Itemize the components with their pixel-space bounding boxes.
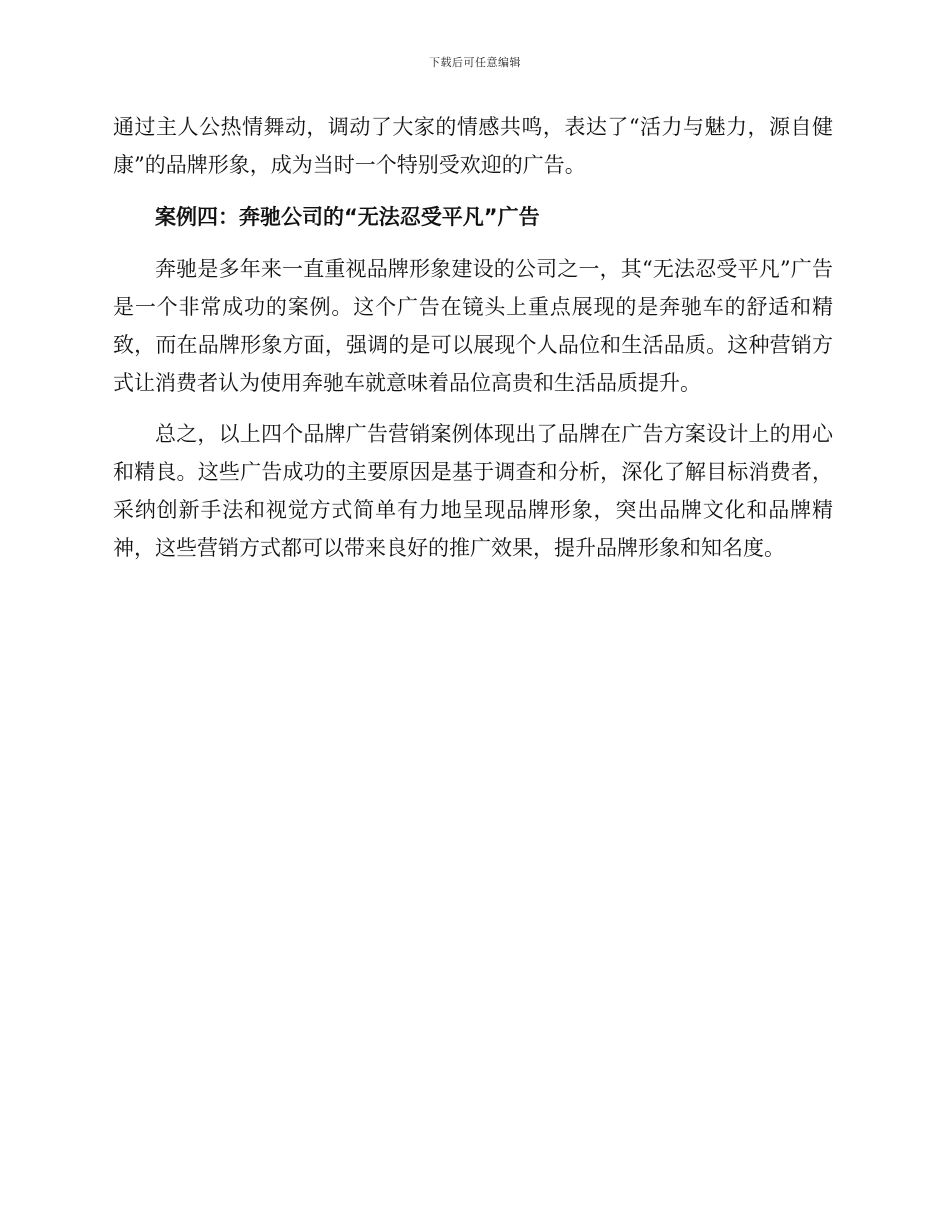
page-header: 下载后可任意编辑: [429, 56, 521, 69]
paragraph-summary: 总之，以上四个品牌广告营销案例体现出了品牌在广告方案设计上的用心和精良。这些广告成功的主要原因是基于调查和分析，深化了解目标消费者，采纳创新手法和视觉方式简单有力地呈现品牌形象，突出品牌文化和品牌精神，这些营销方式都可以带来良好的推广效果，提升品牌形象和知名度。: [113, 422, 833, 560]
document-body: [113, 108, 833, 567]
paragraph-spacer: [113, 402, 833, 415]
paragraph-continuation: 通过主人公热情舞动，调动了大家的情感共鸣，表达了“活力与魅力，源自健康”的品牌形象，成为当时一个特别受欢迎的广告。: [113, 115, 833, 177]
section-heading-case4: 案例四：奔驰公司的“无法忍受平凡”广告: [155, 205, 540, 229]
paragraph-case4: 奔驰是多年来一直重视品牌形象建设的公司之一，其“无法忍受平凡”广告是一个非常成功的案例。这个广告在镜头上重点展现的是奔驰车的舒适和精致，而在品牌形象方面，强调的是可以展现个人品位和生活品质。这种营销方式让消费者认为使用奔驰车就意味着品位高贵和生活品质提升。: [113, 257, 833, 395]
